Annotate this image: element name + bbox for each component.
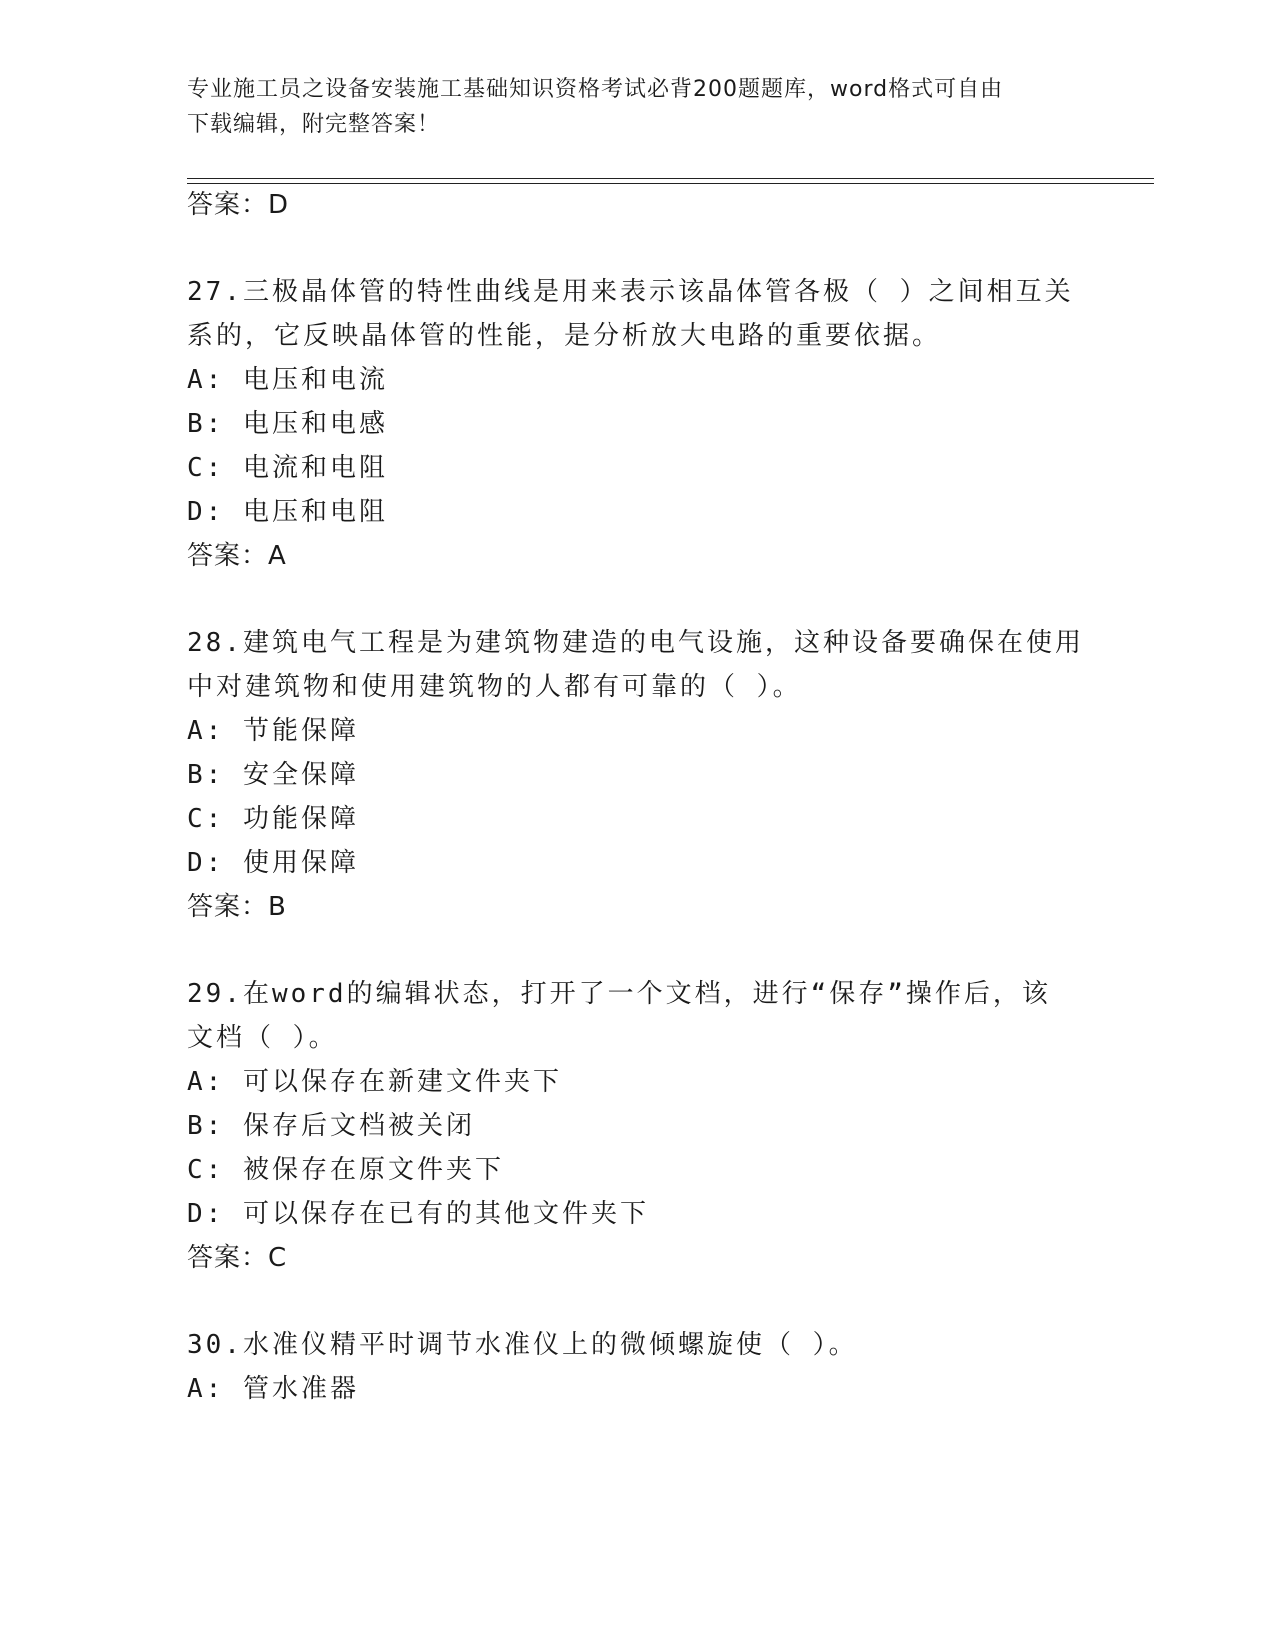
question-29-text-line-2: 文档（ ）。 (187, 1023, 338, 1053)
question-28-option-a: A: 节能保障 (187, 716, 359, 746)
question-29-option-d: D: 可以保存在已有的其他文件夹下 (187, 1199, 649, 1229)
question-28-text-line-1: 28.建筑电气工程是为建筑物建造的电气设施，这种设备要确保在使用 (187, 628, 1084, 658)
question-28-option-c: C: 功能保障 (187, 804, 359, 834)
question-28-answer: 答案：B (187, 892, 287, 922)
question-27-answer: 答案：A (187, 541, 287, 571)
question-29-answer: 答案：C (187, 1243, 288, 1273)
header-line-1: 专业施工员之设备安装施工基础知识资格考试必背200题题库，word格式可自由 (187, 77, 1004, 102)
question-27-option-d: D: 电压和电阻 (187, 497, 388, 527)
header-line-2: 下载编辑，附完整答案！ (187, 112, 441, 137)
question-27-option-c: C: 电流和电阻 (187, 453, 388, 483)
document-header (187, 72, 1067, 142)
header-divider-bottom (187, 183, 1154, 184)
question-28-option-d: D: 使用保障 (187, 848, 359, 878)
question-30-text-line-1: 30.水准仪精平时调节水准仪上的微倾螺旋使（ ）。 (187, 1330, 858, 1360)
question-27-text-line-2: 系的，它反映晶体管的性能，是分析放大电路的重要依据。 (187, 321, 942, 351)
question-27-option-a: A: 电压和电流 (187, 365, 388, 395)
answer-line: 答案：D (187, 190, 290, 220)
question-29-option-a: A: 可以保存在新建文件夹下 (187, 1067, 562, 1097)
question-27-text-line-1: 27.三极晶体管的特性曲线是用来表示该晶体管各极（ ）之间相互关 (187, 277, 1074, 307)
question-29-option-c: C: 被保存在原文件夹下 (187, 1155, 504, 1185)
question-27-option-b: B: 电压和电感 (187, 409, 388, 439)
question-30-option-a: A: 管水准器 (187, 1374, 359, 1404)
question-28-option-b: B: 安全保障 (187, 760, 359, 790)
question-28-text-line-2: 中对建筑物和使用建筑物的人都有可靠的（ ）。 (187, 672, 802, 702)
question-29-option-b: B: 保存后文档被关闭 (187, 1111, 475, 1141)
header-divider-top (187, 178, 1154, 179)
question-29-text-line-1: 29.在word的编辑状态，打开了一个文档，进行“保存”操作后，该 (187, 979, 1051, 1009)
